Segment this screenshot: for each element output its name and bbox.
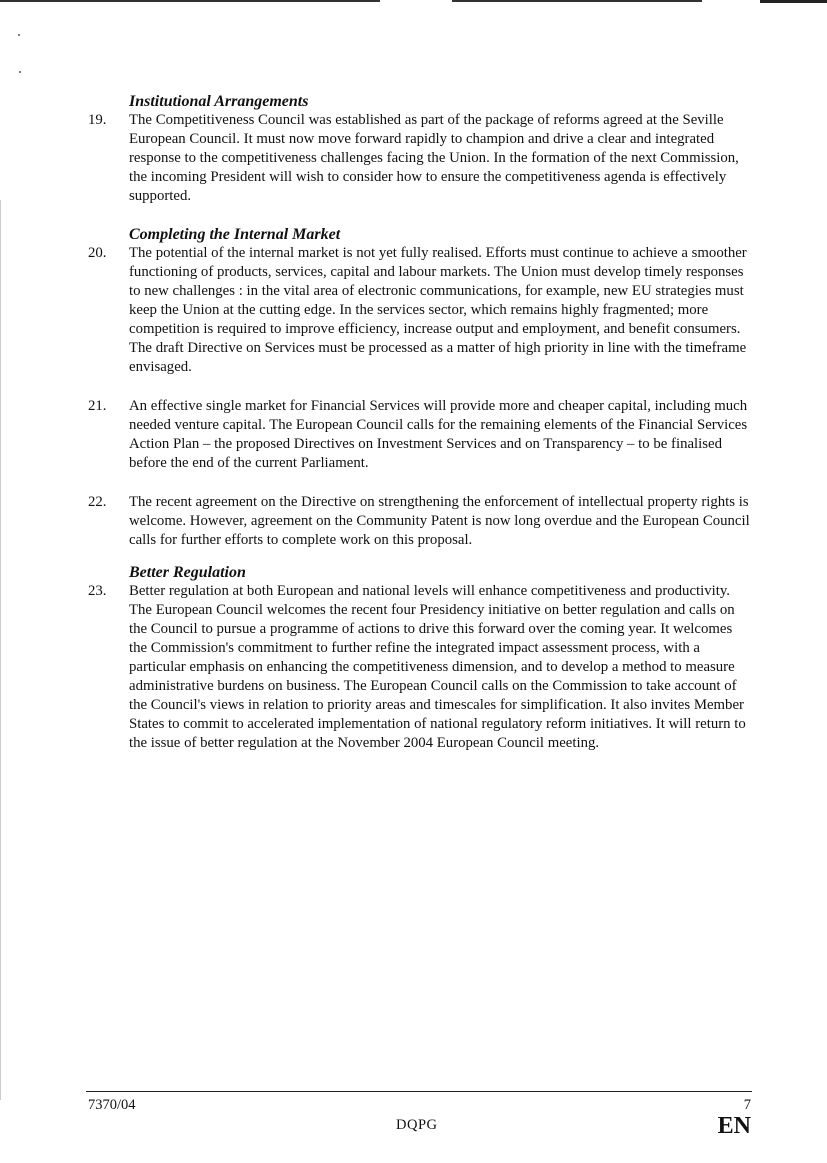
paragraph-text: The potential of the internal market is not yet fully realised. Efforts must continue to achieve a smoother functioning of products, services, capital and labour markets. The Union must develop timely responses to new challenges : in the vital area of electronic communications, for example, new EU strategies must keep the Union at the cutting edge. In the services sector, which remains highly fragmented; more competition is required to improve efficiency, increase output and employment, and benefit consumers. The draft Directive on Services must be processed as a matter of high priority in line with the timeframe envisaged. [129, 245, 747, 375]
scan-edge-line [0, 0, 380, 2]
paragraph-number: 20. [88, 245, 107, 261]
paragraph-number: 19. [88, 112, 107, 128]
scan-edge-line [452, 0, 702, 2]
section-heading: Completing the Internal Market [129, 226, 341, 243]
document-body [88, 93, 752, 753]
numbered-paragraph [88, 244, 752, 377]
scan-speck [18, 34, 20, 36]
numbered-paragraph [88, 493, 752, 550]
department-code: DQPG [396, 1117, 438, 1133]
paragraph-text: Better regulation at both European and national levels will enhance competitiveness and productivity. The European Council welcomes the recent four Presidency initiative on better regulation and calls on the Council to pursue a programme of actions to drive this forward over the coming year. It welcomes the Commission's commitment to further refine the integrated impact assessment process, with a particular emphasis on enhancing the competitiveness dimension, and to develop a method to measure administrative burdens on business. The European Council calls on the Commission to take account of the Council's views in relation to priority areas and timescales for simplification. It also invites Member States to commit to accelerated implementation of national regulatory reform initiatives. It will return to the issue of better regulation at the November 2004 European Council meeting. [129, 583, 746, 751]
numbered-paragraph [88, 111, 752, 206]
paragraph-number: 23. [88, 583, 107, 599]
paragraph-text: The recent agreement on the Directive on strengthening the enforcement of intellectual property rights is welcome. However, agreement on the Community Patent is now long overdue and the European Council calls for further efforts to complete work on this proposal. [129, 494, 750, 548]
footer-rule [86, 1091, 752, 1092]
scan-edge-line [760, 0, 827, 3]
scan-speck [19, 71, 21, 73]
paragraph-number: 21. [88, 398, 107, 414]
page-number: 7 [743, 1097, 751, 1113]
numbered-paragraph [88, 397, 752, 473]
paragraph-text: The Competitiveness Council was established as part of the package of reforms agreed at the Seville European Council. It must now move forward rapidly to champion and drive a clear and integrated response to the competitiveness challenges facing the Union. In the formation of the next Commission, the incoming President will wish to consider how to ensure the competitiveness agenda is effectively supported. [129, 112, 739, 204]
scan-edge-line [0, 200, 1, 1100]
numbered-paragraph [88, 582, 752, 753]
paragraph-text: An effective single market for Financial Services will provide more and cheaper capital, including much needed venture capital. The European Council calls for the remaining elements of the Financial Services Action Plan – the proposed Directives on Investment Services and on Transparency – to be finalised before the end of the current Parliament. [129, 398, 748, 471]
document-code: 7370/04 [88, 1097, 136, 1113]
language-code: EN [717, 1113, 751, 1139]
section-heading: Better Regulation [129, 564, 246, 581]
section-heading: Institutional Arrangements [129, 93, 309, 110]
paragraph-number: 22. [88, 494, 107, 510]
